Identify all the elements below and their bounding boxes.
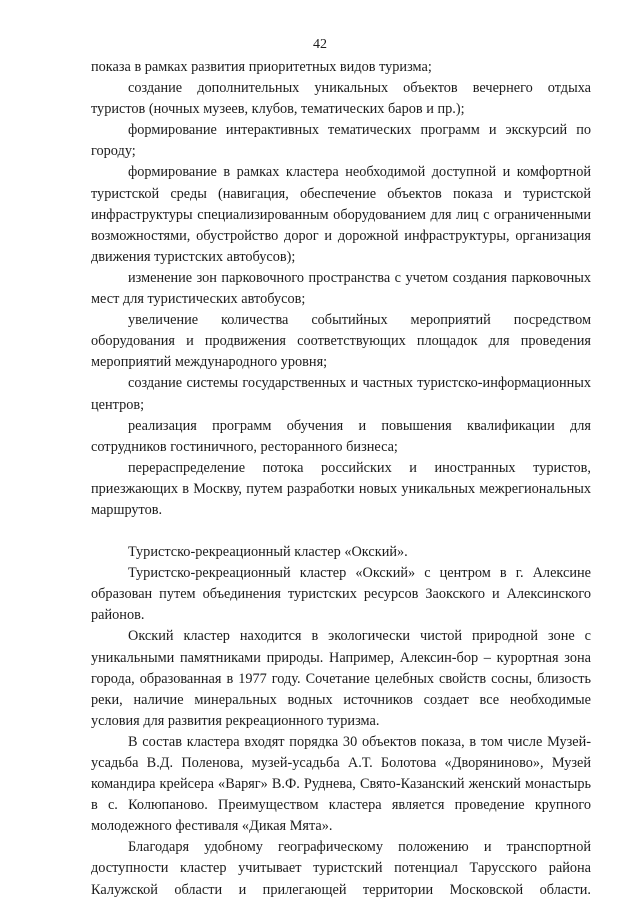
paragraph: увеличение количества событийных мероприятий посредством оборудования и продвижения соответствующих площадок для проведения мероприятий международного уровня; xyxy=(91,312,591,371)
paragraph: создание системы государственных и частных туристско-информационных центров; xyxy=(91,375,591,413)
paragraph: формирование в рамках кластера необходимой доступной и комфортной туристской среды (навигация, обеспечение объектов показа и туристской инфраструктуры специализированным оборудованием для лиц с ограниченными возможностями, обустройство дорог и дорожной инфраструктуры, организация движения туристских автобусов); xyxy=(91,164,591,265)
paragraph: изменение зон парковочного пространства с учетом создания парковочных мест для туристических автобусов; xyxy=(91,269,591,308)
paragraph: Туристско-рекреационный кластер «Окский» с центром в г. Алексине образован путем объединения туристских ресурсов Заокского и Алексинского районов. xyxy=(91,565,591,624)
paragraph: Благодаря удобному географическому положению и транспортной доступности кластер учитывает туристский потенциал Тарусского района Калужской области и прилегающей территории Московской области. xyxy=(91,839,591,898)
section-heading: Туристско-рекреационный кластер «Окский». xyxy=(128,544,408,561)
paragraph: формирование интерактивных тематических программ и экскурсий по городу; xyxy=(91,122,591,160)
page-number: 42 xyxy=(313,37,327,52)
paragraph: реализация программ обучения и повышения квалификации для сотрудников гостиничного, ресторанного бизнеса; xyxy=(91,417,591,455)
paragraph: В состав кластера входят порядка 30 объектов показа, в том числе Музей-усадьба В.Д. Поленова, музей-усадьба А.Т. Болотова «Дворяниново», Музей командира крейсера «Варяг» В.Ф. Руднева, Свято-Казанский женский монастырь в с. Колюпаново. Преимуществом кластера является проведение крупного молодежного фестиваля «Дикая Мята». xyxy=(91,733,591,835)
paragraph: создание дополнительных уникальных объектов вечернего отдыха туристов (ночных музеев, клубов, тематических баров и пр.); xyxy=(91,80,591,118)
paragraph: Окский кластер находится в экологически чистой природной зоне с уникальными памятниками природы. Например, Алексин-бор – курортная зона города, образованная в 1977 году. Сочетание целебных свойств сосны, близость реки, наличие минеральных водных источников создает все необходимые условия для развития рекреационного туризма. xyxy=(91,628,591,729)
page-body xyxy=(91,57,591,901)
paragraph: показа в рамках развития приоритетных видов туризма; xyxy=(91,59,432,75)
paragraph: перераспределение потока российских и иностранных туристов, приезжающих в Москву, путем разработки новых уникальных межрегиональных маршрутов. xyxy=(91,459,591,518)
